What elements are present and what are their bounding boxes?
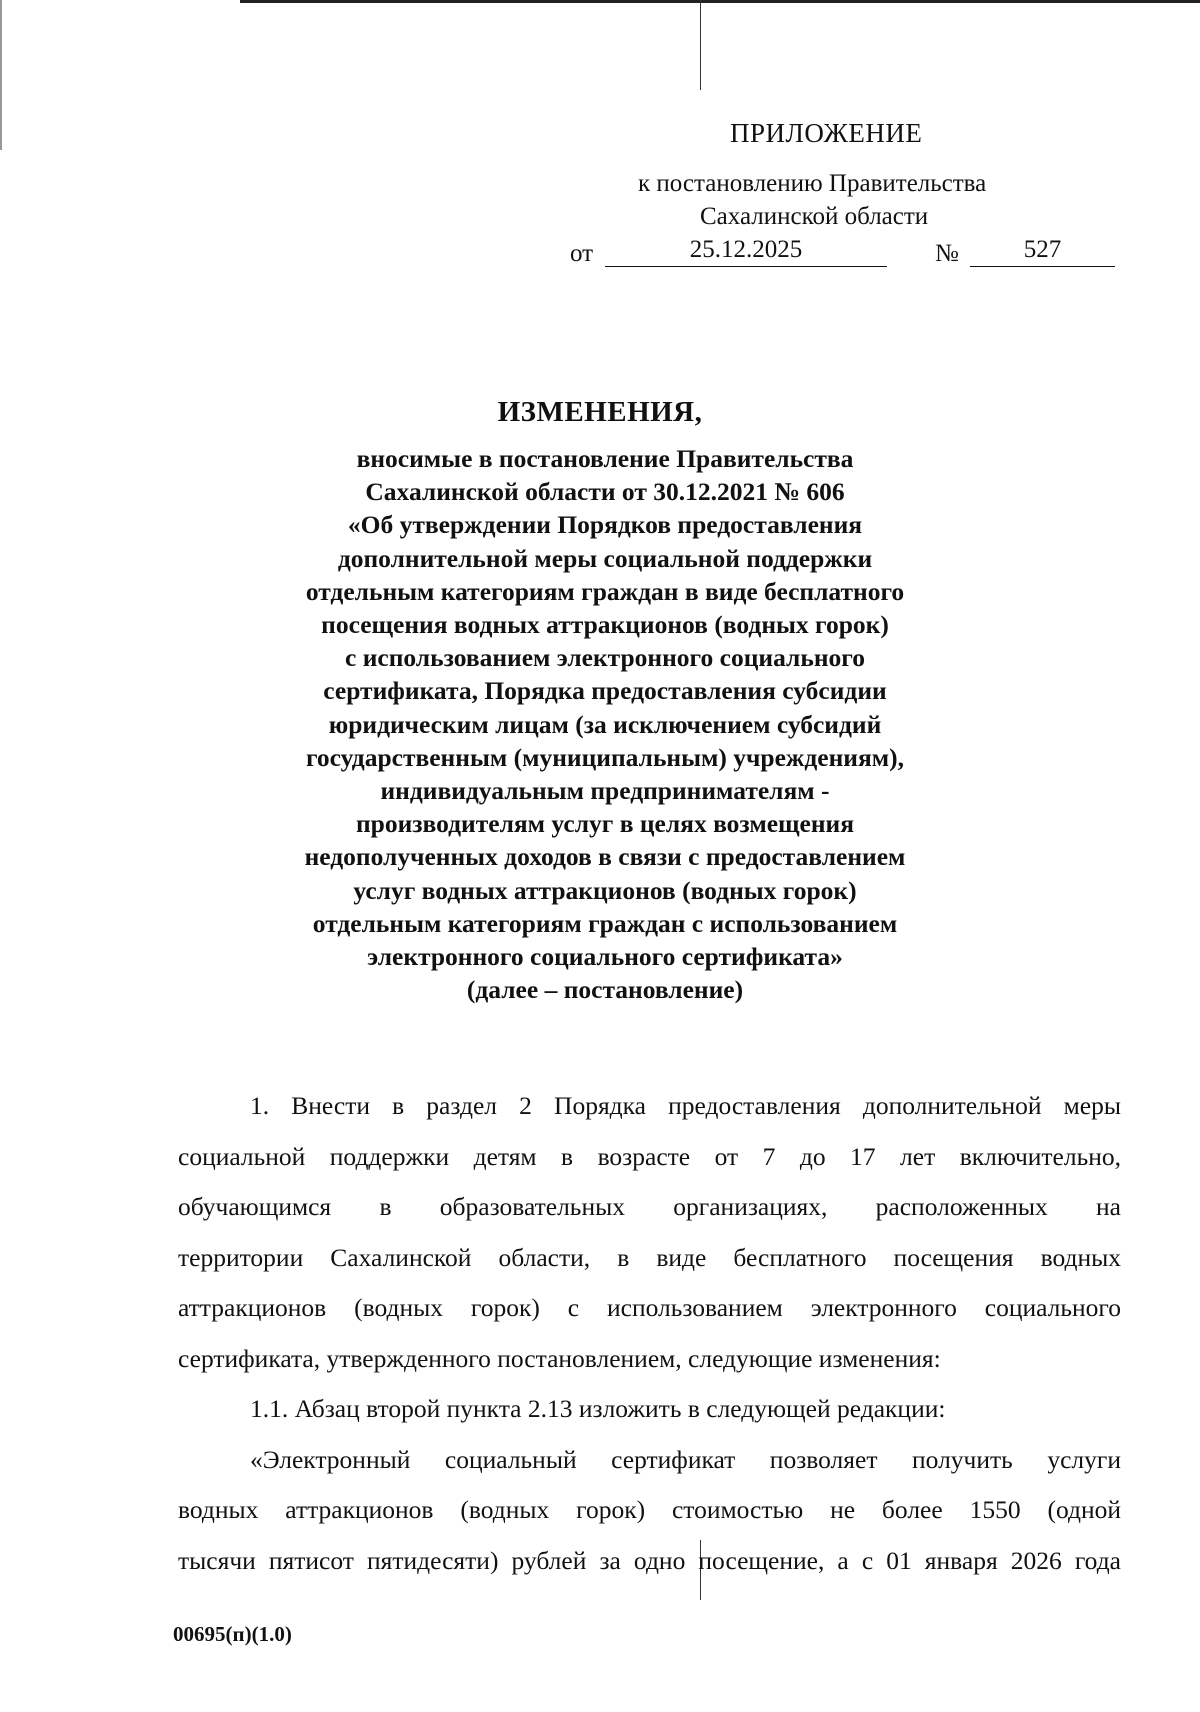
subtitle-line: электронного социального сертификата» — [367, 942, 843, 972]
body-line: тысячи пятисот пятидесяти) рублей за одно посещение, а с 01 января 2026 года — [178, 1545, 1121, 1575]
subtitle-line: сертификата, Порядка предоставления субсидии — [323, 676, 887, 706]
subtitle-line: производителям услуг в целях возмещения — [355, 809, 855, 839]
appendix-line-2: Сахалинской области — [700, 203, 929, 230]
subtitle-line: с использованием электронного социального — [345, 643, 865, 673]
fold-mark — [700, 0, 701, 90]
subtitle-line: вносимые в постановление Правительства — [356, 444, 854, 473]
date-number-row — [570, 236, 1115, 270]
body-line: водных аттракционов (водных горок) стоимостью не более 1550 (одной — [178, 1495, 1121, 1524]
body-line: 1.1. Абзац второй пункта 2.13 изложить в следующей редакции: — [250, 1394, 946, 1423]
subtitle-line: юридическим лицам (за исключением субсидий — [328, 709, 882, 739]
date-prefix: от — [570, 240, 594, 267]
body-line: «Электронный социальный сертификат позволяет получить услуги — [250, 1444, 1121, 1474]
subtitle-line: Сахалинской области от 30.12.2021 № 606 — [365, 477, 845, 507]
body-line: социальной поддержки детям в возрасте от 7 до 17 лет включительно, — [178, 1141, 1121, 1171]
subtitle-line: посещения водных аттракционов (водных горок) — [321, 610, 889, 640]
subtitle-line: «Об утверждении Порядков предоставления — [347, 510, 863, 540]
resolution-number: 527 — [970, 236, 1115, 267]
scan-border-top — [240, 0, 1200, 3]
body-line: сертификата, утвержденного постановлением, следующие изменения: — [178, 1343, 941, 1373]
document-code: 00695(п)(1.0) — [173, 1622, 292, 1646]
subtitle-line: услуг водных аттракционов (водных горок) — [353, 875, 857, 905]
document-heading: ИЗМЕНЕНИЯ, — [497, 396, 703, 428]
document-body — [178, 1081, 1121, 1586]
number-prefix: № — [935, 240, 959, 267]
appendix-title: ПРИЛОЖЕНИЕ — [730, 118, 923, 148]
subtitle-line: недополученных доходов в связи с предоставлением — [304, 842, 906, 872]
resolution-date: 25.12.2025 — [605, 236, 887, 267]
body-line: территории Сахалинской области, в виде бесплатного посещения водных — [178, 1242, 1121, 1272]
scan-border-left — [0, 0, 2, 150]
subtitle-line: (далее – постановление) — [466, 975, 744, 1005]
document-subtitle — [200, 442, 1010, 1006]
subtitle-line: отдельным категориям граждан в виде бесплатного — [305, 576, 905, 606]
subtitle-line: отдельным категориям граждан с использованием — [312, 908, 898, 938]
subtitle-line: государственным (муниципальным) учреждениям), — [305, 742, 905, 772]
body-line: обучающимся в образовательных организациях, расположенных на — [178, 1192, 1121, 1221]
appendix-line-1: к постановлению Правительства — [638, 170, 987, 197]
body-line: аттракционов (водных горок) с использованием электронного социального — [178, 1293, 1121, 1322]
body-line: 1. Внести в раздел 2 Порядка предоставления дополнительной меры — [250, 1091, 1121, 1120]
subtitle-line: индивидуальным предпринимателям - — [380, 776, 830, 806]
subtitle-line: дополнительной меры социальной поддержки — [337, 543, 873, 573]
